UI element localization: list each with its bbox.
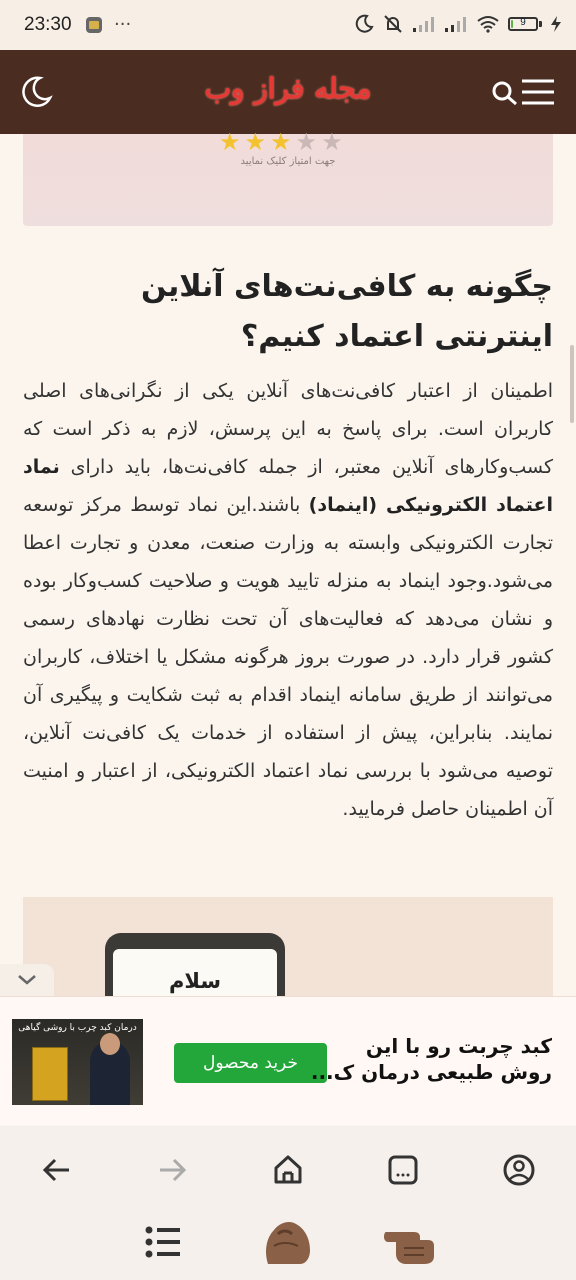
- list-menu-button[interactable]: [144, 1222, 182, 1266]
- ad-title[interactable]: [310, 1033, 552, 1085]
- article-paragraph: [23, 372, 553, 828]
- paragraph-bold-text: نماد اعتماد الکترونیکی (اینماد): [23, 456, 553, 516]
- list-icon: [144, 1222, 182, 1262]
- buy-product-button[interactable]: خرید محصول: [174, 1043, 327, 1083]
- profile-icon: [497, 1148, 541, 1192]
- wifi-icon: [476, 15, 500, 33]
- signal-2-icon: [444, 15, 468, 33]
- profile-button[interactable]: [497, 1148, 541, 1192]
- paragraph-text-2: باشند.این نماد توسط مرکز توسعه تجارت الکترونیکی وابسته به وزارت صنعت، معدن و تجارت اعطا می‌شود.وجود اینماد به منزله تایید هویت و صلاحیت کسب‌وکار بوده و نشان می‌دهد که فعالیت‌های آن تحت نظارت نهادهای رسمی کشور قرار دارد. در صورت بروز هرگونه مشکل یا اختلاف، کاربران می‌توانند از طریق سامانه اینماد اقدام به ثبت شکایت و پیگیری آن نمایند. بنابراین، پیش از استفاده از خدمات یک کافی‌نت آنلاین، توصیه می‌شود با بررسی نماد اعتماد الکترونیکی، از اعتبار و امنیت آن اطمینان حاصل فرمایید.: [23, 494, 553, 820]
- gesture-hand-icon: [260, 1216, 316, 1268]
- rating-caption: جهت امتیاز کلیک نمایید: [240, 156, 336, 167]
- star-icon[interactable]: ★: [321, 128, 343, 156]
- muted-bell-icon: [382, 14, 404, 34]
- site-header: [0, 50, 576, 134]
- star-rating[interactable]: [219, 130, 343, 154]
- arrow-left-icon: [35, 1148, 79, 1192]
- star-icon[interactable]: ★: [270, 128, 292, 156]
- ad-collapse-button[interactable]: [0, 964, 54, 996]
- ad-image[interactable]: [12, 1019, 143, 1105]
- home-button[interactable]: [266, 1148, 310, 1192]
- article-image: [23, 897, 553, 1007]
- home-icon: [266, 1148, 310, 1192]
- paragraph-text-1: اطمینان از اعتبار کافی‌نت‌های آنلاین یکی از نگرانی‌های اصلی کاربران است. برای پاسخ به این پرسش، لازم به ذکر است که کسب‌وکارهای آنلاین معتبر، از جمله کافی‌نت‌ها، باید دارای: [23, 380, 553, 478]
- extension-button[interactable]: [260, 1216, 316, 1272]
- status-bar: [0, 0, 576, 50]
- charging-bolt-icon: [550, 15, 562, 33]
- star-icon[interactable]: ★: [244, 128, 267, 156]
- tabs-button[interactable]: [381, 1148, 425, 1192]
- chevron-down-icon: [0, 964, 54, 996]
- back-button[interactable]: [35, 1148, 79, 1192]
- logo-text: مجله فراز وب: [204, 72, 372, 105]
- search-icon: [490, 74, 520, 110]
- dnd-moon-icon: [354, 14, 374, 34]
- ad-banner[interactable]: [0, 996, 576, 1125]
- arrow-right-icon: [150, 1148, 194, 1192]
- more-notifications-icon: ···: [114, 14, 132, 35]
- scrollbar-thumb[interactable]: [570, 345, 574, 423]
- forward-button[interactable]: [150, 1148, 194, 1192]
- pointing-hand-button[interactable]: [384, 1222, 438, 1270]
- star-icon[interactable]: ★: [295, 128, 318, 156]
- battery-icon: [508, 17, 542, 31]
- product-box: [32, 1047, 68, 1101]
- battery-level: 9: [520, 17, 526, 28]
- hamburger-icon: [520, 74, 556, 110]
- signal-1-icon: [412, 15, 436, 33]
- star-icon[interactable]: ★: [219, 128, 241, 156]
- tabs-icon: [381, 1148, 425, 1192]
- rating-banner: [23, 128, 553, 226]
- article-heading: چگونه به کافی‌نت‌های آنلاین اینترنتی اعتماد کنیم؟: [140, 269, 553, 354]
- search-menu-button[interactable]: [490, 74, 556, 110]
- ad-image-caption: درمان کبد چرب با روشی گیاهی: [18, 1023, 137, 1033]
- pointing-hand-icon: [384, 1222, 438, 1266]
- app-notification-icon: [84, 15, 104, 35]
- phone-greeting: سلام: [169, 969, 221, 993]
- ad-title-line-2: روش طبیعی درمان ک...: [310, 1060, 552, 1084]
- browser-toolbar: [0, 1126, 576, 1280]
- status-time: 23:30: [24, 14, 72, 35]
- ad-title-line-1: کبد چربت رو با این: [365, 1034, 552, 1058]
